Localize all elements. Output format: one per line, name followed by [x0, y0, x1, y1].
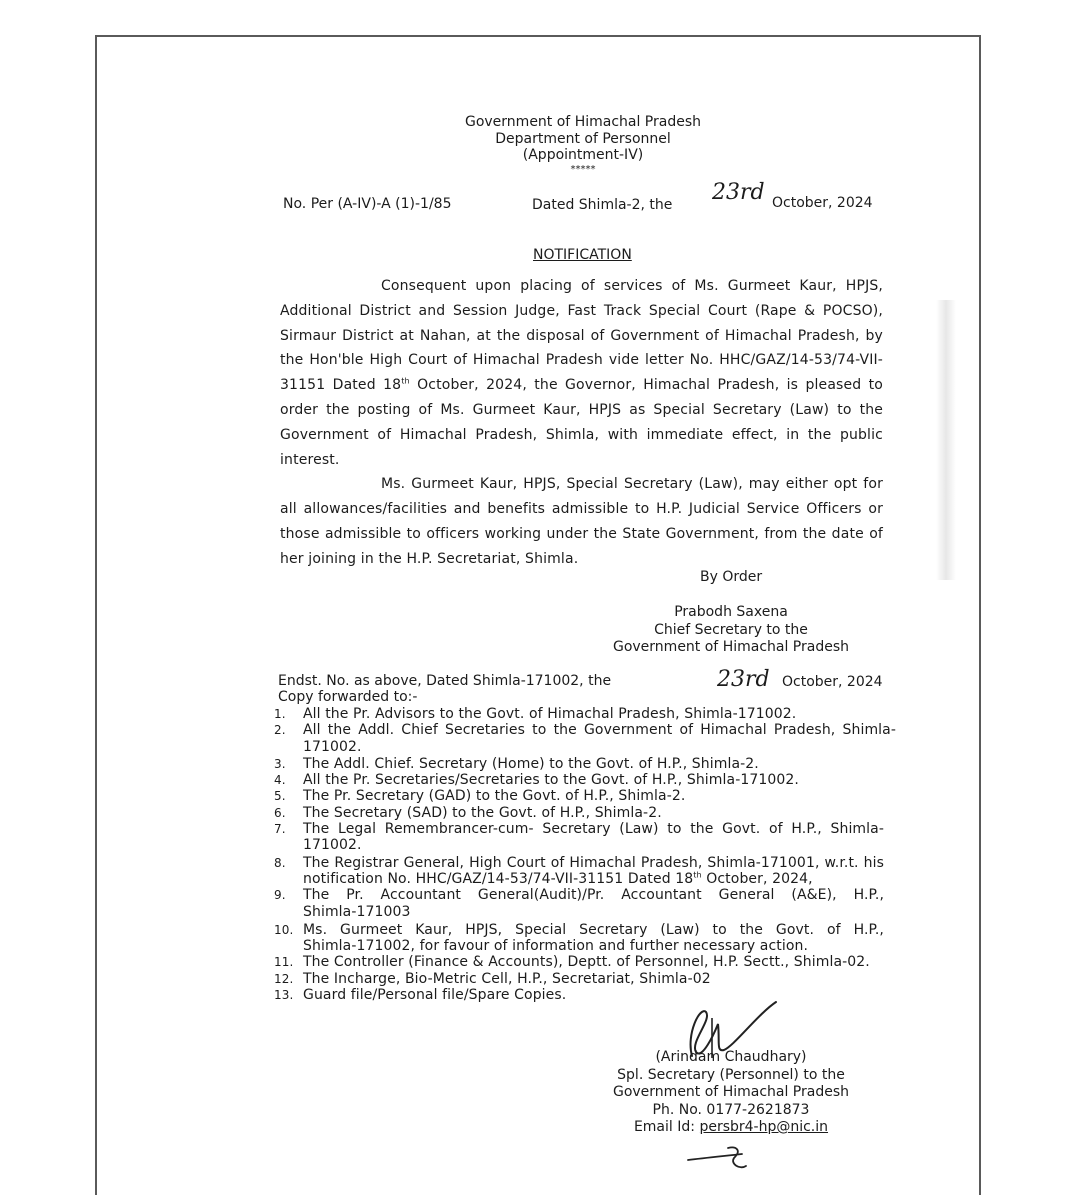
signatory-name: (Arindam Chaudhary): [655, 1049, 807, 1065]
list-item: 6. The Secretary (SAD) to the Govt. of H.P., Shimla-2.: [274, 804, 662, 821]
header-government: Government of Himachal Pradesh: [464, 114, 702, 130]
reference-number: No. Per (A-IV)-A (1)-1/85: [283, 196, 452, 212]
signatory-phone: Ph. No. 0177-2621873: [652, 1101, 810, 1118]
list-item: 12. The Incharge, Bio-Metric Cell, H.P., Secretariat, Shimla-02: [274, 970, 711, 987]
chief-secretary-block: [600, 604, 862, 657]
list-item: 1. All the Pr. Advisors to the Govt. of Himachal Pradesh, Shimla-171002.: [274, 706, 797, 722]
signatory-email-line: Email Id: persbr4-hp@nic.in: [633, 1119, 829, 1135]
list-item: 11. The Controller (Finance & Accounts), Deptt. of Personnel, H.P. Sectt., Shimla-02.: [274, 954, 870, 971]
body-paragraph-1: Consequent upon placing of services of Ms. Gurmeet Kaur, HPJS, Additional District and Session Judge, Fast Track Special Court (Rape & POCSO), Sirmaur District at Nahan, at the disposal of Government of Himachal Pradesh, by the Hon'ble High Court of Himachal Pradesh vide letter No. HHC/GAZ/14-53/74-VII-31151 Dated 18th October, 2024, the Governor, Himachal Pradesh, is pleased to order the posting of Ms. Gurmeet Kaur, HPJS as Special Secretary (Law) to the Government of Himachal Pradesh, Shimla, with immediate effect, in the public interest.: [280, 278, 883, 468]
header-stars: *****: [570, 163, 596, 175]
by-order: By Order: [700, 569, 763, 585]
list-item: 3. The Addl. Chief. Secretary (Home) to the Govt. of H.P., Shimla-2.: [274, 755, 759, 772]
chief-secretary-title: Chief Secretary to the: [654, 621, 808, 638]
list-item: 10. Ms. Gurmeet Kaur, HPJS, Special Secretary (Law) to the Govt. of H.P., Shimla-171002, for favour of information and further necessary action.: [274, 921, 884, 955]
endorsement-month-year: October, 2024: [782, 674, 883, 690]
body-paragraph-2: Ms. Gurmeet Kaur, HPJS, Special Secretary (Law), may either opt for all allowances/facilities and benefits admissible to H.P. Judicial Service Officers or those admissible to officers working under the State Government, from the date of her joining in the H.P. Secretariat, Shimla.: [280, 476, 883, 567]
endorsement-handwritten-date: 23rd: [717, 667, 770, 692]
letterhead: [433, 114, 733, 176]
signatory-title: Spl. Secretary (Personnel) to the: [617, 1066, 845, 1083]
list-item: 7. The Legal Remembrancer-cum- Secretary (Law) to the Govt. of H.P., Shimla- 171002.: [274, 821, 884, 854]
notification-body: [280, 274, 883, 572]
dated-label: Dated Shimla-2, the: [532, 197, 673, 213]
handwritten-date: 23rd: [712, 180, 765, 205]
paper-edge-shadow: [936, 300, 956, 580]
signatory-block: [600, 1049, 862, 1137]
copy-forwarded-label: Copy forwarded to:-: [278, 689, 418, 705]
signatory-government: Government of Himachal Pradesh: [612, 1084, 850, 1100]
list-item: 9. The Pr. Accountant General(Audit)/Pr. Accountant General (A&E), H.P., Shimla-171003: [274, 887, 884, 920]
header-section: (Appointment-IV): [522, 147, 644, 163]
chief-secretary-name: Prabodh Saxena: [674, 604, 788, 620]
list-item: 13. Guard file/Personal file/Spare Copies.: [274, 987, 567, 1004]
signatory-email-link[interactable]: persbr4-hp@nic.in: [699, 1119, 829, 1135]
list-item: 5. The Pr. Secretary (GAD) to the Govt. of H.P., Shimla-2.: [274, 788, 686, 805]
month-year: October, 2024: [772, 195, 873, 211]
list-item: 4. All the Pr. Secretaries/Secretaries to the Govt. of H.P., Shimla-171002.: [274, 772, 799, 789]
header-department: Department of Personnel: [495, 130, 671, 147]
chief-secretary-government: Government of Himachal Pradesh: [612, 639, 850, 655]
list-item: 2. All the Addl. Chief Secretaries to the Government of Himachal Pradesh, Shimla- 171002.: [274, 722, 896, 755]
copy-list: [270, 706, 896, 1003]
endorsement-line: Endst. No. as above, Dated Shimla-171002, the: [278, 673, 612, 689]
notification-title: NOTIFICATION: [533, 247, 632, 263]
list-item: 8. The Registrar General, High Court of Himachal Pradesh, Shimla-171001, w.r.t. his notification No. HHC/GAZ/14-53/74-VII-31151 Dated 18th October, 2024,: [274, 854, 884, 887]
initials-scribble: [684, 1144, 774, 1174]
